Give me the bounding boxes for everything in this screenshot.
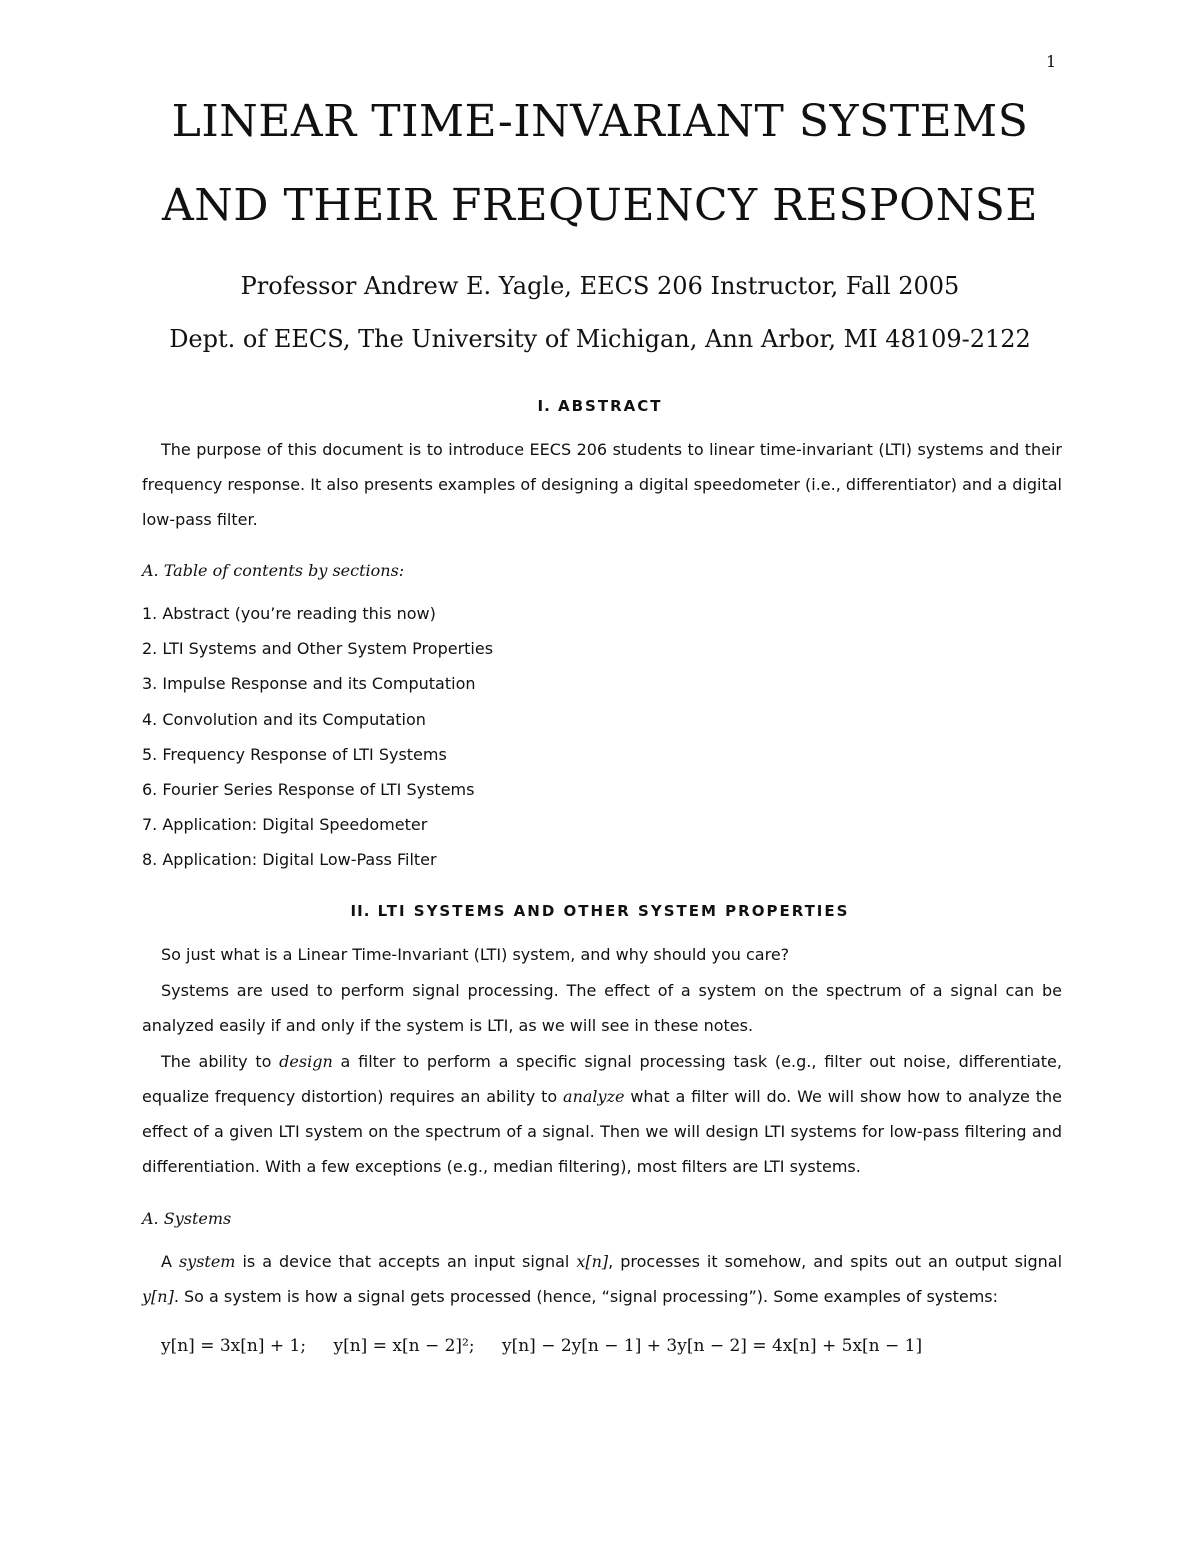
section-title: ABSTRACT — [558, 397, 663, 415]
document-title-line-1: LINEAR TIME-INVARIANT SYSTEMS — [171, 96, 1029, 147]
section-heading-lti-systems — [0, 902, 1200, 920]
example-equations — [161, 1336, 944, 1356]
equation: y[n] − 2y[n − 1] + 3y[n − 2] = 4x[n] + 5x[n − 1] — [502, 1336, 923, 1356]
system-definition-paragraph — [142, 1244, 1062, 1314]
math-input-signal: x[n] — [576, 1252, 609, 1271]
toc-item: 6. Fourier Series Response of LTI Systems — [142, 780, 475, 799]
text-run: A — [161, 1252, 179, 1271]
text-run: a filter to perform a specific signal processing task (e.g., filter out noise, differentiate, equalize frequency distortion) requires an ability to — [142, 1052, 1062, 1106]
section-title: LTI SYSTEMS AND OTHER SYSTEM PROPERTIES — [377, 902, 850, 920]
toc-heading: A. Table of contents by sections: — [142, 561, 405, 580]
toc-item: 5. Frequency Response of LTI Systems — [142, 745, 447, 764]
abstract-paragraph: The purpose of this document is to introduce EECS 206 students to linear time-invariant (LTI) systems and their frequency response. It also presents examples of designing a digital speedometer (i.e., differentiator) and a digital low-pass filter. — [142, 440, 1062, 529]
toc-item: 4. Convolution and its Computation — [142, 710, 426, 729]
subheading-systems: A. Systems — [142, 1209, 232, 1228]
page-number: 1 — [1046, 52, 1057, 71]
text-run: is a device that accepts an input signal — [235, 1252, 577, 1271]
section-number: I. — [537, 397, 551, 415]
toc-item: 3. Impulse Response and its Computation — [142, 674, 476, 693]
emphasis-design: design — [279, 1052, 333, 1071]
equation: y[n] = x[n − 2]²; — [333, 1336, 475, 1356]
toc-item: 2. LTI Systems and Other System Properties — [142, 639, 494, 658]
emphasis-system: system — [178, 1252, 236, 1271]
math-output-signal: y[n] — [142, 1287, 174, 1306]
affiliation-line: Dept. of EECS, The University of Michigan, Ann Arbor, MI 48109-2122 — [169, 325, 1031, 353]
design-paragraph — [142, 1044, 1062, 1184]
text-run: , processes it somehow, and spits out an output signal — [608, 1252, 1063, 1271]
document-title-line-2: AND THEIR FREQUENCY RESPONSE — [162, 180, 1038, 231]
toc-item: 7. Application: Digital Speedometer — [142, 815, 428, 834]
text-run: what a filter will do. We will show how to analyze the effect of a given LTI system on the spectrum of a signal. Then we will design LTI systems for low-pass filtering and differentiation. With a few exceptions (e.g., median filtering), most filters are LTI systems. — [142, 1087, 1062, 1176]
emphasis-analyze: analyze — [563, 1087, 625, 1106]
text-run: The ability to — [161, 1052, 280, 1071]
section-heading-abstract — [0, 397, 1200, 415]
equation: y[n] = 3x[n] + 1; — [161, 1336, 307, 1356]
systems-paragraph: Systems are used to perform signal processing. The effect of a system on the spectrum of a signal can be analyzed easily if and only if the system is LTI, as we will see in these notes. — [142, 981, 1062, 1035]
toc-item: 1. Abstract (you’re reading this now) — [142, 604, 436, 623]
toc-item: 8. Application: Digital Low-Pass Filter — [142, 850, 437, 869]
author-line: Professor Andrew E. Yagle, EECS 206 Instructor, Fall 2005 — [240, 272, 960, 300]
intro-question: So just what is a Linear Time-Invariant (LTI) system, and why should you care? — [161, 945, 790, 964]
text-run: . So a system is how a signal gets processed (hence, “signal processing”). Some examples of systems: — [173, 1287, 999, 1306]
section-number: II. — [350, 902, 371, 920]
